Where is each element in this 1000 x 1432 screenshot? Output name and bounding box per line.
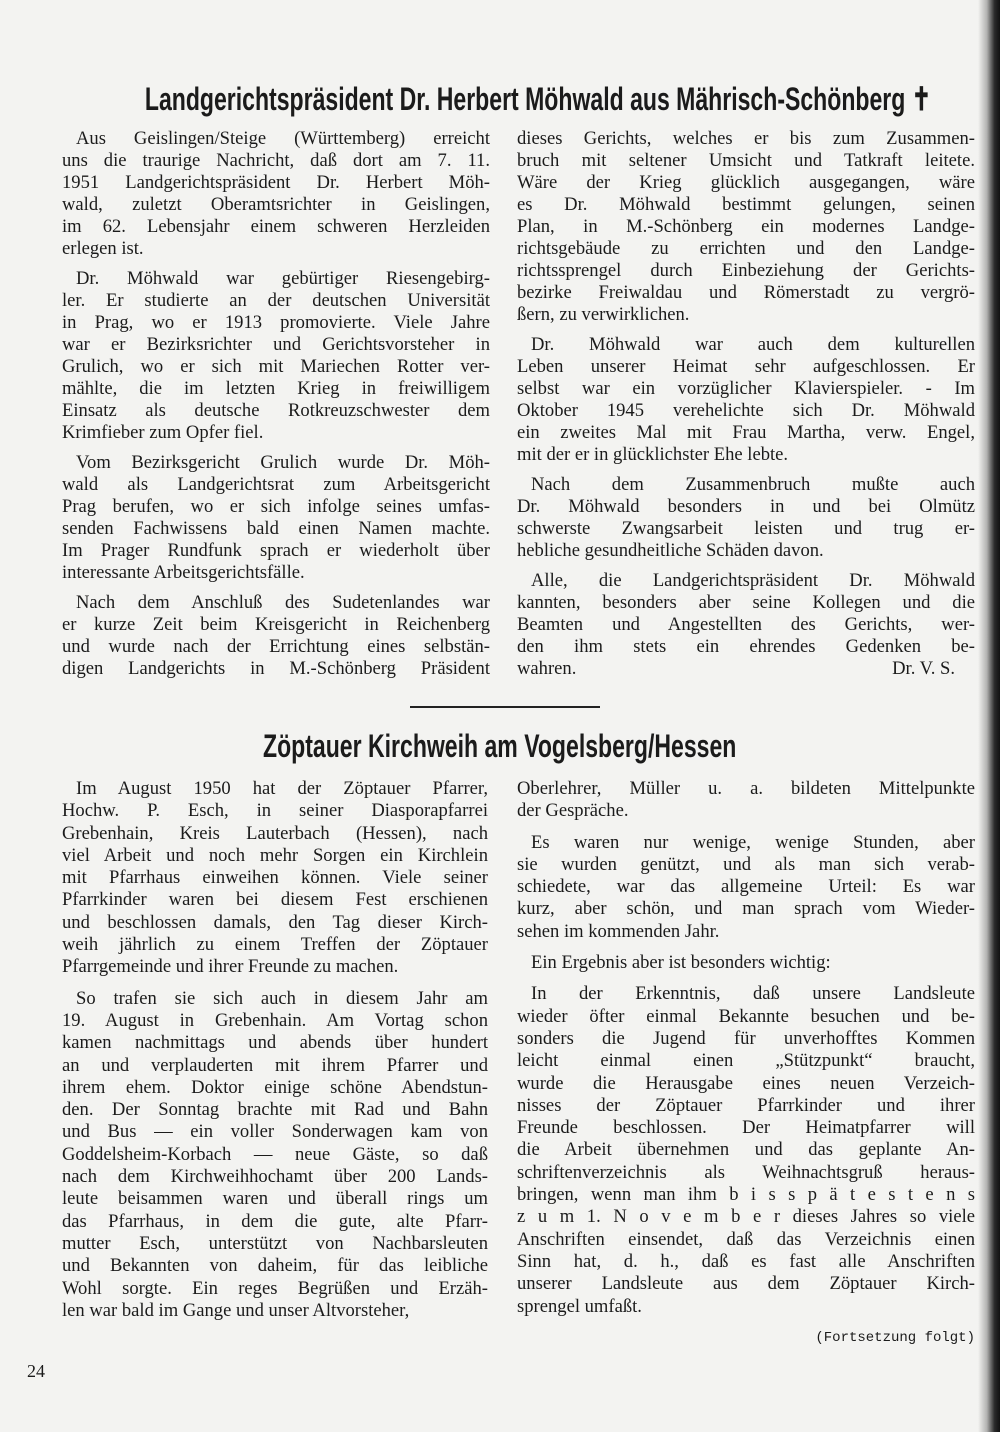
text-line: wahren. Dr. V. S. — [517, 658, 955, 679]
text-line: der Gespräche. — [517, 800, 629, 822]
text-line: das Pfarrhaus, in dem die gute, alte Pfarr- — [62, 1210, 488, 1232]
text-line: leute beisammen waren und überall rings um — [62, 1188, 488, 1210]
text-line: Im August 1950 hat der Zöptauer Pfarrer, — [76, 778, 488, 799]
text-line: bezirke Freiwaldau und Römerstadt zu vergrö- — [517, 282, 975, 303]
text-line: den. Der Sonntag brachte mit Rad und Bahn — [62, 1099, 488, 1121]
article-2-right-column — [517, 778, 975, 1349]
text-line: war er Bezirksrichter und Gerichtsvorsteher in — [62, 334, 490, 355]
text-line: Vom Bezirksgericht Grulich wurde Dr. Möh- — [76, 452, 490, 473]
article-1-left-column — [62, 128, 490, 688]
text-line: uns die traurige Nachricht, daß dort am 7. 11. — [62, 150, 490, 171]
page-number: 24 — [27, 1361, 45, 1381]
text-line: kannten, besonders aber seine Kollegen und die — [517, 592, 975, 613]
article-1-title-text: Landgerichtspräsident Dr. Herbert Möhwald aus Mährisch-Schönberg ✝ — [144, 81, 932, 117]
article-2-title — [0, 728, 1000, 765]
text-line: Grebenhain, Kreis Lauterbach (Hessen), nach — [62, 822, 488, 844]
text-line: digen Landgerichts in M.-Schönberg Präsident — [62, 658, 490, 679]
text-line: 1951 Landgerichtspräsident Dr. Herbert Möh- — [62, 172, 490, 193]
text-line: unserer Landsleute aus dem Zöptauer Kirch- — [517, 1273, 975, 1295]
text-line: schiedete, war das allgemeine Urteil: Es war — [517, 876, 975, 898]
text-line: weih jährlich zu einem Treffen der Zöptauer — [62, 934, 488, 956]
text-line: Beamten und Angestellten des Gerichts, wer- — [517, 614, 975, 635]
section-divider — [410, 706, 600, 708]
text-line: selbst war ein vorzüglicher Klavierspieler. - Im — [517, 378, 975, 399]
text-line: senden Fachwissens bald einen Namen machte. — [62, 518, 490, 539]
text-line: schriftenverzeichnis als Weihnachtsgruß heraus- — [517, 1161, 975, 1183]
article-1-title — [0, 80, 992, 118]
text-line: Nach dem Zusammenbruch mußte auch — [531, 474, 975, 495]
page-edge-shadow — [978, 0, 1000, 1432]
text-line: wurde die Herausgabe eines neuen Verzeich- — [517, 1072, 975, 1094]
text-line: bruch mit seltener Umsicht und Tatkraft leitete. — [517, 150, 975, 171]
paragraph — [62, 778, 488, 979]
paragraph — [62, 128, 490, 260]
text-line: es Dr. Möhwald bestimmt gelungen, seinen — [517, 194, 975, 215]
text-line: mutter Esch, unterstützt von Nachbarsleuten — [62, 1232, 488, 1254]
text-line: Es waren nur wenige, wenige Stunden, aber — [531, 831, 975, 853]
text-line: Krimfieber zum Opfer fiel. — [62, 422, 264, 443]
text-line: sie wurden genützt, und als man sich verab- — [517, 853, 975, 875]
paragraph — [62, 452, 490, 584]
text-line: Nach dem Anschluß des Sudetenlandes war — [76, 592, 490, 613]
text-line: und Bus — ein voller Sonderwagen kam von — [62, 1121, 488, 1143]
author-signature: Dr. V. S. — [892, 658, 955, 679]
text-line: So trafen sie sich auch in diesem Jahr am — [76, 987, 488, 1009]
article-2-left-column — [62, 778, 488, 1331]
text-line: im 62. Lebensjahr einem schweren Herzleiden — [62, 216, 490, 237]
text-line: hebliche gesundheitliche Schäden davon. — [517, 540, 824, 561]
text-line: Pfarrgemeinde und ihrer Freunde zu machen. — [62, 956, 399, 978]
text-line: nach dem Kirchweihhochamt über 200 Lands- — [62, 1166, 488, 1188]
text-line: Alle, die Landgerichtspräsident Dr. Möhwald — [531, 570, 975, 591]
paragraph — [517, 983, 975, 1317]
text-line: z u m 1. N o v e m b e r dieses Jahres so viele — [517, 1206, 975, 1228]
paragraph — [517, 832, 975, 943]
text-line: ßern, zu verwirklichen. — [517, 304, 690, 325]
text-line: und wurde nach der Errichtung eines selbstän- — [62, 636, 490, 657]
text-line: Dr. Möhwald besonders in und bei Olmütz — [517, 496, 975, 517]
text-line: kurz, aber schön, und man sprach vom Wieder- — [517, 898, 975, 920]
text-line: Ein Ergebnis aber ist besonders wichtig: — [531, 952, 831, 974]
text-line: Oktober 1945 verehelichte sich Dr. Möhwald — [517, 400, 975, 421]
text-line: Leben unserer Heimat sehr aufgeschlossen. Er — [517, 356, 975, 377]
text-line: viel Arbeit und noch mehr Sorgen ein Kirchlein — [62, 844, 488, 866]
text-line: wald, zuletzt Oberamtsrichter in Geislingen, — [62, 194, 490, 215]
text-line: mählte, die im letzten Krieg in freiwilligem — [62, 378, 490, 399]
article-2-title-text: Zöptauer Kirchweih am Vogelsberg/Hessen — [263, 728, 737, 764]
text-line: Grulich, wo er sich mit Mariechen Rotter ver- — [62, 356, 490, 377]
text-line: Aus Geislingen/Steige (Württemberg) erreicht — [76, 128, 490, 149]
text-line: mit Pfarrhaus einweihen können. Viele seiner — [62, 867, 488, 889]
paragraph — [62, 268, 490, 444]
text-line: mit der er in glücklichster Ehe lebte. — [517, 444, 789, 465]
text-line: Hochw. P. Esch, in seiner Diasporapfarrei — [62, 800, 488, 822]
text-line: sprengel umfaßt. — [517, 1295, 642, 1317]
text-line: erlegen ist. — [62, 238, 144, 259]
text-line: Wohl sorgte. Ein reges Begrüßen und Erzäh- — [62, 1277, 488, 1299]
text-line: ein zweites Mal mit Frau Martha, verw. Engel, — [517, 422, 975, 443]
text-line: Freunde beschlossen. Der Heimatpfarrer will — [517, 1117, 975, 1139]
text-line: ihrem ehem. Doktor einige schöne Abendstun- — [62, 1076, 488, 1098]
paragraph — [517, 128, 975, 326]
text-line: Anschriften einsendet, daß das Verzeichnis einen — [517, 1228, 975, 1250]
text-line: die Arbeit übernehmen und das geplante An- — [517, 1139, 975, 1161]
text-line: kamen nachmittags und abends über hundert — [62, 1032, 488, 1054]
text-line: sehen im kommenden Jahr. — [517, 920, 720, 942]
paragraph — [517, 334, 975, 466]
text-line: Oberlehrer, Müller u. a. bildeten Mittelpunkte — [517, 778, 975, 799]
text-line: Pfarrkinder waren bei diesem Fest erschienen — [62, 889, 488, 911]
text-line: wald als Landgerichtsrat zum Arbeitsgericht — [62, 474, 490, 495]
text-line: Sinn hat, d. h., daß es fast alle Anschriften — [517, 1250, 975, 1272]
text-line: leicht einmal einen „Stützpunkt“ braucht, — [517, 1050, 975, 1072]
text-line: in Prag, wo er 1913 promovierte. Viele Jahre — [62, 312, 490, 333]
text-line: Einsatz als deutsche Rotkreuzschwester dem — [62, 400, 490, 421]
text-line: wieder öfter einmal Bekannte besuchen und be- — [517, 1005, 975, 1027]
text-line: richtsgebäude zu errichten und den Landge- — [517, 238, 975, 259]
paragraph — [517, 474, 975, 562]
text-line: interessante Arbeitsgerichtsfälle. — [62, 562, 305, 583]
article-1-right-column — [517, 128, 975, 688]
paragraph — [62, 592, 490, 680]
text-line: und beschlossen damals, den Tag dieser Kirch- — [62, 911, 488, 933]
text-line: In der Erkenntnis, daß unsere Landsleute — [531, 983, 975, 1005]
paragraph — [62, 988, 488, 1322]
text-line: Goddelsheim-Korbach — neue Gäste, so daß — [62, 1143, 488, 1165]
text-line: den ihm stets ein ehrendes Gedenken be- — [517, 636, 975, 657]
text-line: Wäre der Krieg glücklich ausgegangen, wäre — [517, 172, 975, 193]
continued-note: (Fortsetzung folgt) — [815, 1329, 975, 1346]
text-line: sonders die Jugend für unverhofftes Kommen — [517, 1027, 975, 1049]
paragraph — [517, 952, 975, 974]
text-line: Prag berufen, wo er sich infolge seines umfas- — [62, 496, 490, 517]
text-line: Dr. Möhwald war auch dem kulturellen — [531, 334, 975, 355]
text-line: 19. August in Grebenhain. Am Vortag schon — [62, 1009, 488, 1031]
text-line: Im Prager Rundfunk sprach er wiederholt über — [62, 540, 490, 561]
text-line: richtssprengel durch Einbeziehung der Gerichts- — [517, 260, 975, 281]
text-line: Dr. Möhwald war gebürtiger Riesengebirg- — [76, 268, 490, 289]
text-line: len war bald im Gange und unser Altvorsteher, — [62, 1299, 410, 1321]
text-line: dieses Gerichts, welches er bis zum Zusammen- — [517, 128, 975, 149]
text-line: bringen, wenn man ihm b i s s p ä t e s t e n s — [517, 1184, 975, 1206]
paragraph — [517, 778, 975, 823]
text-line: und Bekannten von daheim, für das leibliche — [62, 1255, 488, 1277]
text-line: schwerste Zwangsarbeit leisten und trug er- — [517, 518, 975, 539]
text-line: er kurze Zeit beim Kreisgericht in Reichenberg — [62, 614, 490, 635]
paragraph — [517, 570, 975, 680]
text-line: nisses der Zöptauer Pfarrkinder und ihrer — [517, 1094, 975, 1116]
text-line: ler. Er studierte an der deutschen Universität — [62, 290, 490, 311]
text-line: Plan, in M.-Schönberg ein modernes Landge- — [517, 216, 975, 237]
text-line: an und verplauderten mit ihrem Pfarrer und — [62, 1054, 488, 1076]
